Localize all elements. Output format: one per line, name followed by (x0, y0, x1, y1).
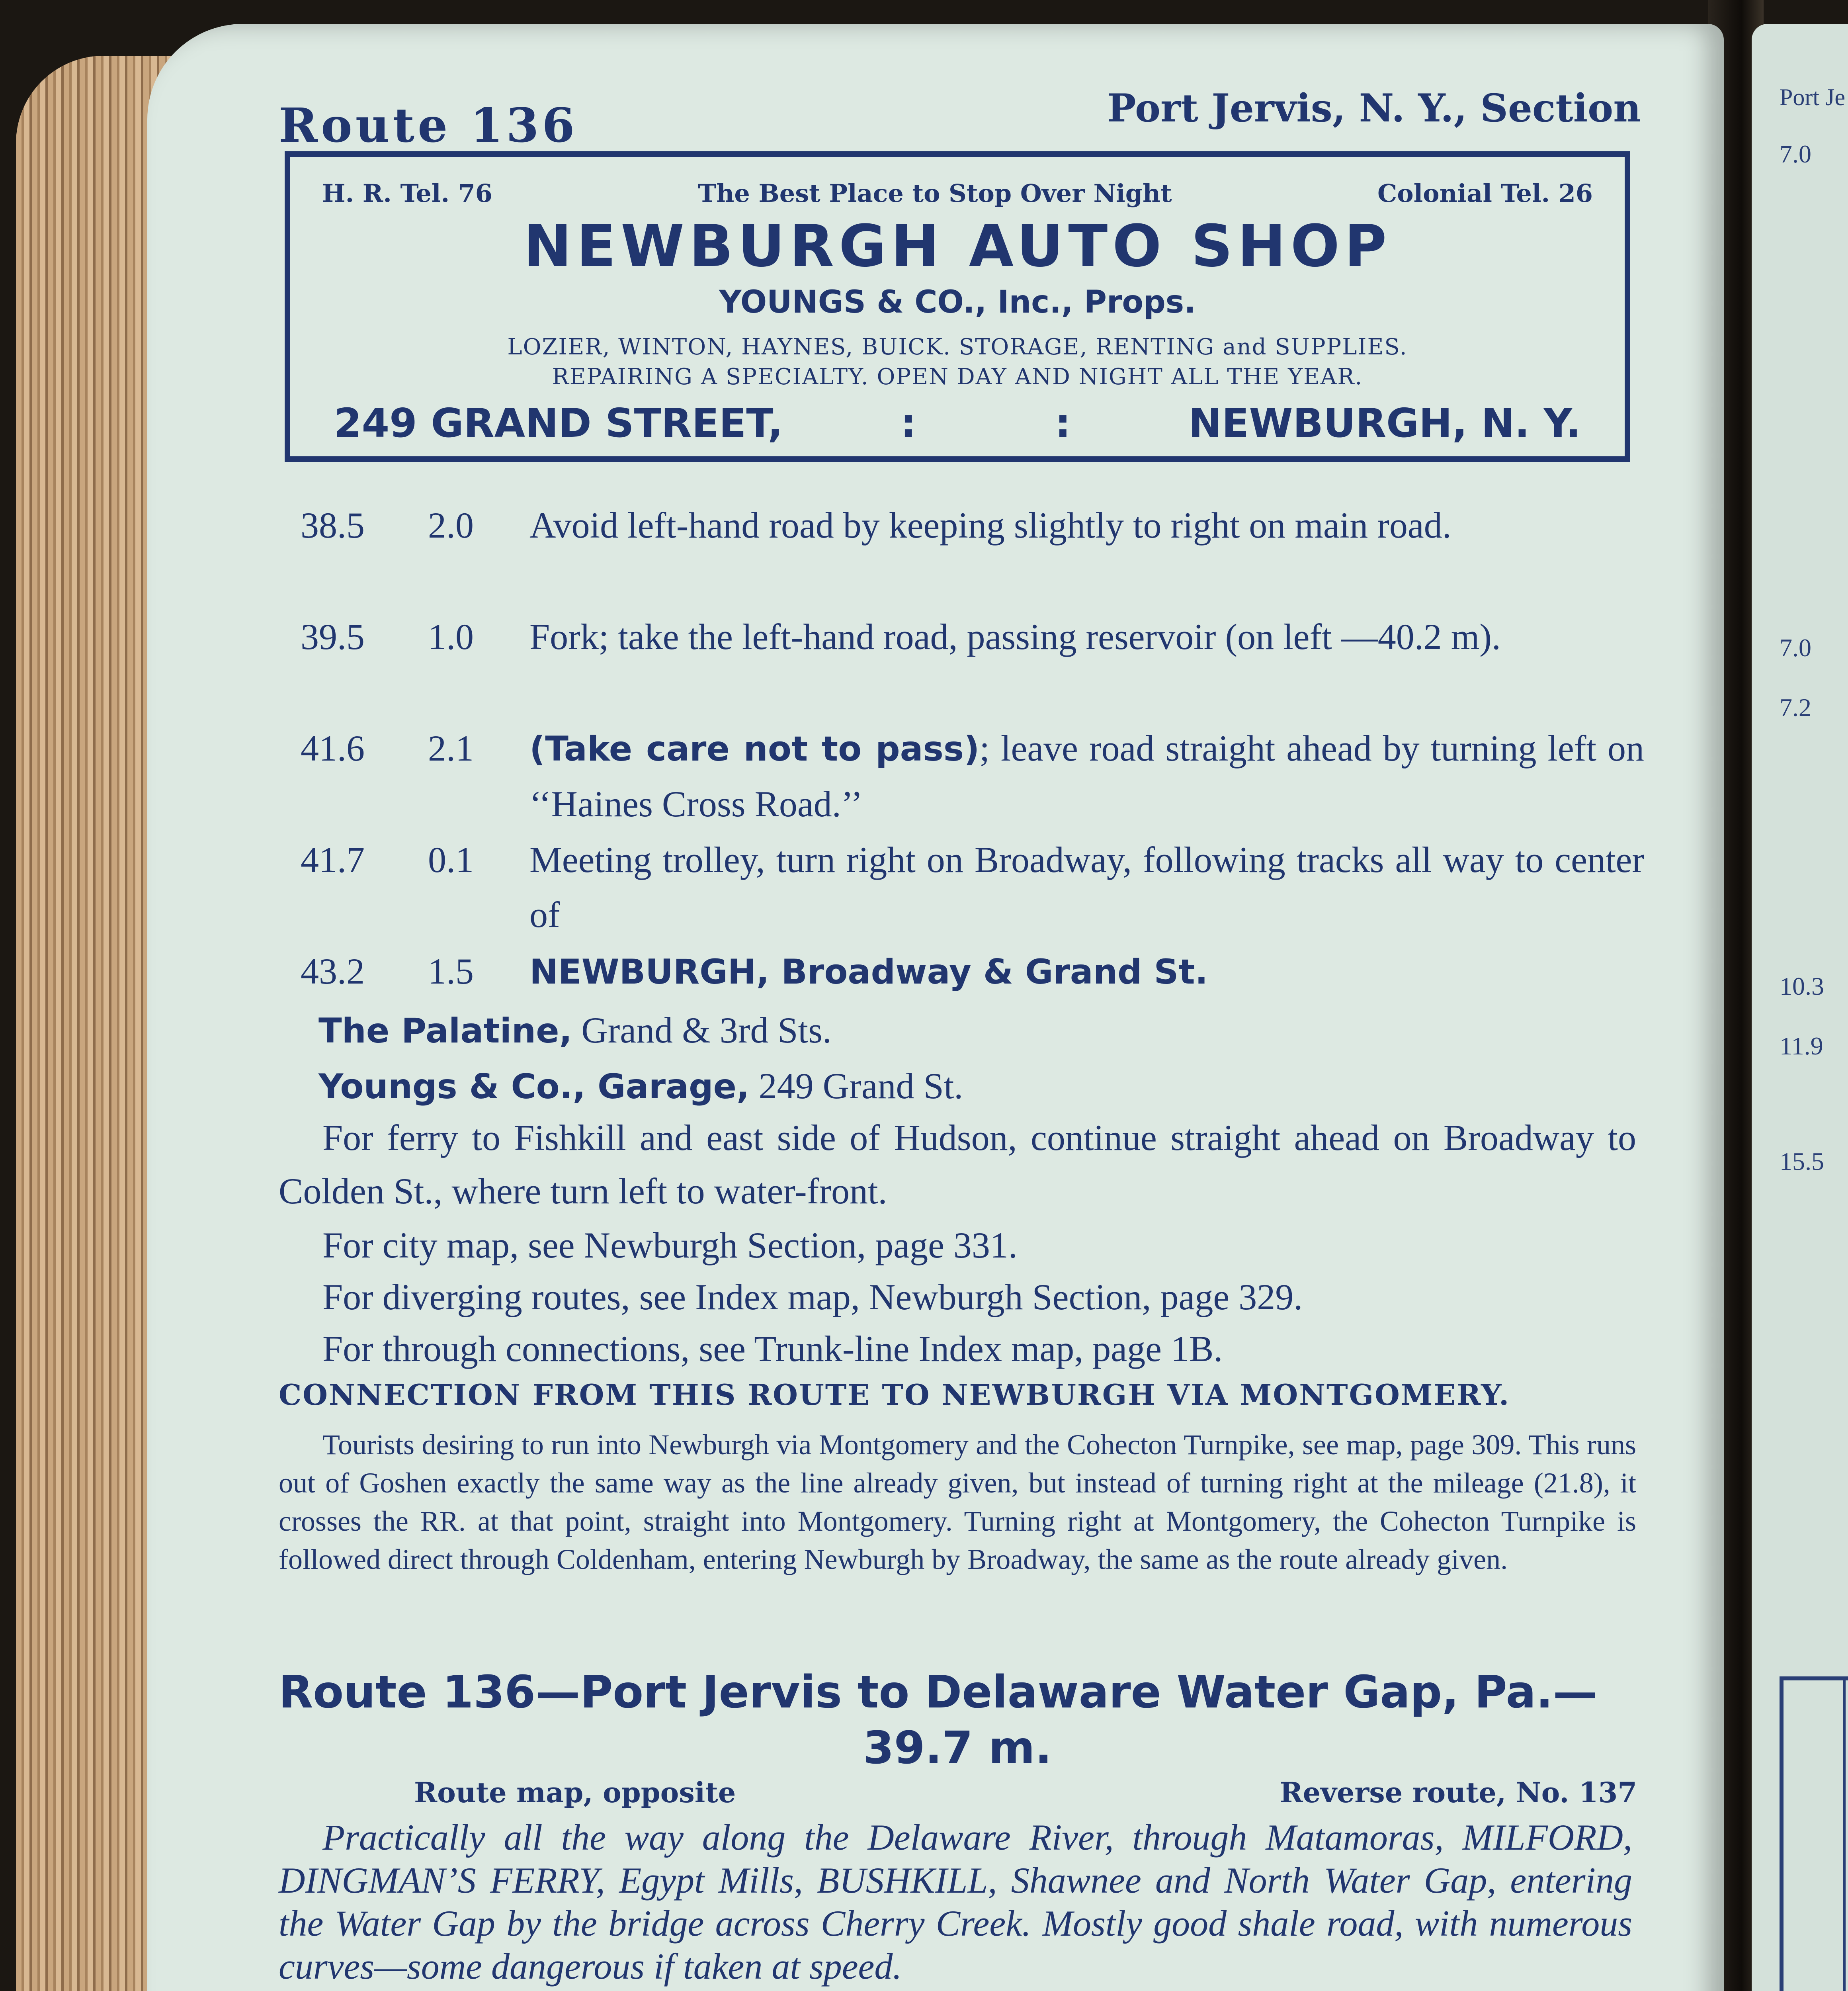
entry-text (529, 721, 1644, 831)
facing-page-mark: 7.0 (1780, 634, 1811, 662)
intermediate-mileage: 1.5 (428, 951, 474, 992)
reverse-route-reference: Reverse route, No. 137 (1280, 1776, 1637, 1809)
route-subheading-row (414, 1776, 1637, 1809)
total-mileage: 43.2 (301, 951, 365, 992)
ad-street: 249 GRAND STREET, (334, 400, 783, 446)
facing-page-mark: 7.2 (1780, 693, 1811, 722)
garage-name: Youngs & Co., Garage, (318, 1067, 750, 1107)
total-mileage: 38.5 (301, 505, 365, 546)
through-connections-note: For through connections, see Trunk-line Index map, page 1B. (322, 1328, 1223, 1369)
route-entry (279, 944, 1644, 999)
facing-page-mark: 7.0 (1780, 140, 1811, 168)
connection-text: Tourists desiring to run into Newburgh via Montgomery and the Cohecton Turnpike, see map, page 309. This runs out of Goshen exactly the same way as the line already given, but instead of turning right at the mileage (21.8), it crosses the RR. at that point, straight into Montgomery. Turning right at Montgomery, the Cohecton Turnpike is followed direct through Coldenham, entering Newburgh by Broadway, the same as the route already given. (279, 1429, 1636, 1575)
hotel-name: The Palatine, (318, 1011, 572, 1051)
ad-proprietors: YOUNGS & CO., Inc., Props. (719, 284, 1196, 320)
entry-text: Fork; take the left-hand road, passing reservoir (on left —40.2 m). (529, 616, 1501, 657)
hotel-address: Grand & 3rd Sts. (572, 1010, 832, 1050)
intermediate-mileage: 0.1 (428, 839, 474, 880)
connection-heading: CONNECTION FROM THIS ROUTE TO NEWBURGH VIA MONTGOMERY. (279, 1378, 1510, 1412)
total-mileage: 41.6 (301, 728, 365, 769)
ad-slogan: The Best Place to Stop Over Night (698, 179, 1172, 208)
route-map-reference: Route map, opposite (414, 1776, 736, 1809)
route-title (279, 1664, 1636, 1776)
entry-text (529, 944, 1644, 999)
ferry-note: For ferry to Fishkill and east side of Hudson, continue straight ahead on Broadway to Colden St., where turn left to water-front. (279, 1117, 1636, 1211)
route-number-header: Route 136 (279, 98, 578, 153)
destination-bold: NEWBURGH, Broadway & Grand St. (529, 952, 1208, 992)
total-mileage: 39.5 (301, 616, 365, 657)
ad-address-row (334, 400, 1581, 446)
map-road-line (1843, 1680, 1846, 1991)
route-entry (279, 721, 1644, 832)
intermediate-mileage: 2.0 (428, 505, 474, 546)
facing-page-header: Port Je (1780, 84, 1845, 110)
entry-text: Meeting trolley, turn right on Broadway, following tracks all way to center of (529, 839, 1644, 935)
route-entry (279, 498, 1644, 609)
intermediate-mileage: 2.1 (428, 728, 474, 769)
route-entry (279, 609, 1644, 721)
ad-colonial-telephone: Colonial Tel. 26 (1377, 179, 1593, 208)
entry-bold-text: (Take care not to pass) (529, 729, 980, 769)
ad-city: NEWBURGH, N. Y. (1188, 400, 1581, 446)
ad-separator: : : (900, 400, 1071, 446)
ad-hr-telephone: H. R. Tel. 76 (322, 179, 492, 208)
ad-services-line-2: REPAIRING A SPECIALTY. OPEN DAY AND NIGHT ALL THE YEAR. (552, 364, 1363, 390)
total-mileage: 41.7 (301, 839, 365, 880)
hotel-note (318, 1003, 1632, 1058)
garage-note (318, 1059, 1632, 1113)
diverging-routes-note: For diverging routes, see Index map, Newburgh Section, page 329. (322, 1277, 1303, 1317)
entry-rest-text: ; leave road straight ahead by turning left on ‘‘Haines Cross Road.’’ (529, 728, 1644, 824)
facing-page-fragment (1752, 24, 1848, 1991)
section-header: Port Jervis, N. Y., Section (1107, 86, 1641, 131)
facing-page-route-map (1780, 1676, 1848, 1991)
ad-top-row (322, 179, 1593, 208)
facing-page-mark: 10.3 (1780, 972, 1824, 1000)
newburgh-auto-shop-advertisement (285, 151, 1630, 462)
route-title-line-1: Route 136—Port Jervis to Delaware Water Gap, Pa.— (279, 1666, 1598, 1718)
garage-address: 249 Grand St. (749, 1066, 963, 1106)
intermediate-mileage: 1.0 (428, 616, 474, 657)
ad-services-line-1: LOZIER, WINTON, HAYNES, BUICK. STORAGE, RENTING and SUPPLIES. (507, 334, 1408, 360)
ad-business-name: NEWBURGH AUTO SHOP (523, 213, 1392, 280)
city-map-note: For city map, see Newburgh Section, page 331. (322, 1225, 1018, 1265)
route-entry (279, 832, 1644, 944)
entry-text: Avoid left-hand road by keeping slightly to right on main road. (529, 505, 1451, 546)
route-title-line-2: 39.7 m. (863, 1722, 1052, 1774)
facing-page-mark: 15.5 (1780, 1147, 1824, 1175)
route-description: Practically all the way along the Delaware River, through Matamoras, MILFORD, DINGMAN’S FERRY, Egypt Mills, BUSHKILL, Shawnee and North Water Gap, entering the Water Gap by the bridge across Cherry Creek. Mostly good shale road, with numerous curves—some dangerous if taken at speed. (279, 1817, 1632, 1987)
facing-page-mark: 11.9 (1780, 1032, 1823, 1060)
